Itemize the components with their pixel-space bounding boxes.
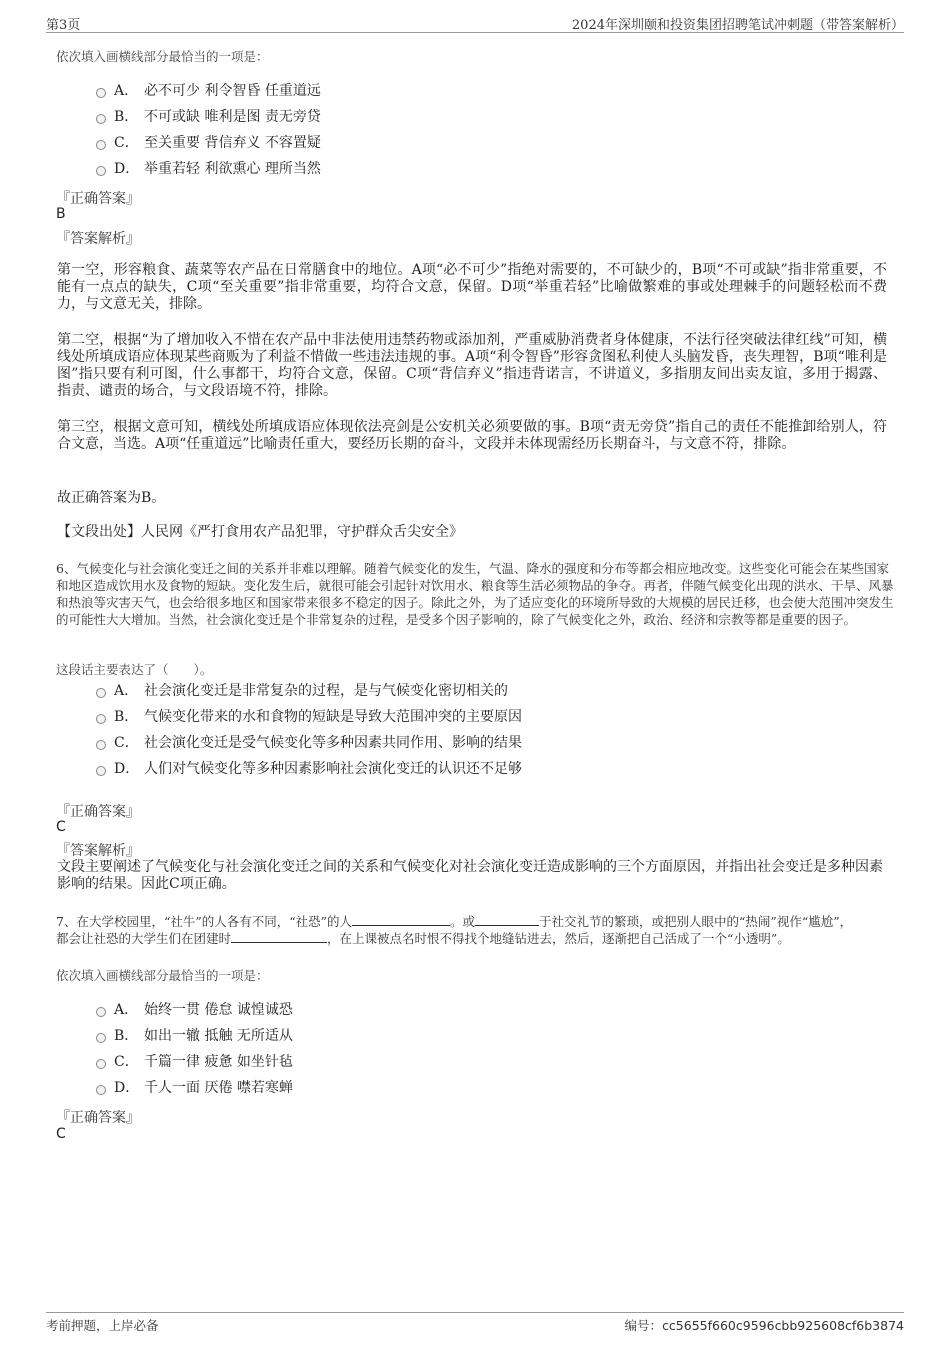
q5-option-b[interactable]: B． 不可或缺 唯利是图 责无旁贷 [96, 107, 321, 127]
q6-answer: C [56, 819, 66, 835]
q5-analysis-label: 『答案解析』 [56, 231, 140, 247]
q7-option-d[interactable]: D． 千人一面 厌倦 噤若寒蝉 [96, 1078, 293, 1098]
radio-icon[interactable] [96, 1059, 106, 1069]
q6-stem: 6、气候变化与社会演化变迁之间的关系并非难以理解。随着气候变化的发生，气温、降水的强度和分布等都会相应地改变。这些变化可能会在某些国家和地区造成饮用水及食物的短缺。变化发生后，就很可能会引起针对饮用水、粮食等生活必须物品的争夺。再者，伴随气候变化出现的洪水、干旱、风暴和热浪等灾害天气，也会给很多地区和国家带来很多不稳定的因子。除此之外，为了适应变化的环境所导致的大规模的居民迁移，也会使大范围冲突发生的可能性大大增加。当然，社会演化变迁是个非常复杂的过程，是受多个因子影响的，除了气候变化之外，政治、经济和宗教等都是重要的因子。 [56, 561, 894, 627]
q5-analysis-paragraph-2: 第二空，根据“为了增加收入不惜在农产品中非法使用违禁药物或添加剂，严重威胁消费者身体健康，不法行径突破法律红线”可知，横线处所填成语应体现某些商贩为了利益不惜做一些违法违规的事。A项“利令智昏”形容贪图私利使人头脑发昏，丧失理智，B项“唯利是图”指只要有利可图，什么事都干，均符合文意，保留。C项“背信弃义”指违背诺言，不讲道义，多指朋友间出卖友谊，多用于揭露、指责、谴责的场合，与文段语境不符，排除。 [57, 332, 887, 399]
q6-option-d[interactable]: D． 人们对气候变化等多种因素影响社会演化变迁的认识还不足够 [96, 759, 522, 779]
q5-source: 【文段出处】人民网《严打食用农产品犯罪，守护群众舌尖安全》 [57, 524, 463, 540]
radio-icon[interactable] [96, 1007, 106, 1017]
radio-icon[interactable] [96, 140, 106, 150]
q5-conclusion: 故正确答案为B。 [57, 490, 166, 506]
radio-icon[interactable] [96, 740, 106, 750]
q7-answer: C [56, 1126, 66, 1142]
radio-icon[interactable] [96, 714, 106, 724]
q7-option-b[interactable]: B． 如出一辙 抵触 无所适从 [96, 1026, 293, 1046]
radio-icon[interactable] [96, 688, 106, 698]
q6-answer-label: 『正确答案』 [56, 804, 140, 820]
page-footer [46, 1312, 904, 1333]
q5-option-a[interactable]: A． 必不可少 利令智昏 任重道远 [96, 81, 321, 101]
q5-option-d[interactable]: D． 举重若轻 利欲熏心 理所当然 [96, 159, 321, 179]
radio-icon[interactable] [96, 166, 106, 176]
page-header [46, 12, 904, 33]
q6-option-a[interactable]: A． 社会演化变迁是非常复杂的过程，是与气候变化密切相关的 [96, 681, 508, 701]
q6-option-b[interactable]: B． 气候变化带来的水和食物的短缺是导致大范围冲突的主要原因 [96, 707, 522, 727]
footer-slogan: 考前押题，上岸必备 [46, 1318, 159, 1333]
blank-1 [352, 913, 450, 926]
q5-analysis-paragraph-3: 第三空，根据文意可知，横线处所填成语应体现依法亮剑是公安机关必须要做的事。B项“责无旁贷”指自己的责任不能推卸给别人，符合文意，当选。A项“任重道远”比喻责任重大，要经历长期的奋斗，文段并未体现需经历长期奋斗，与文意不符，排除。 [57, 419, 887, 452]
q5-answer: B [56, 206, 66, 222]
radio-icon[interactable] [96, 766, 106, 776]
page-number: 第3页 [46, 18, 81, 33]
q6-question: 这段话主要表达了（ ）。 [56, 662, 213, 677]
q7-option-a[interactable]: A． 始终一贯 倦怠 诚惶诚恐 [96, 1000, 293, 1020]
radio-icon[interactable] [96, 88, 106, 98]
document-title: 2024年深圳颐和投资集团招聘笔试冲刺题（带答案解析） [571, 18, 904, 33]
q5-answer-label: 『正确答案』 [56, 191, 140, 207]
q6-analysis: 文段主要阐述了气候变化与社会演化变迁之间的关系和气候变化对社会演化变迁造成影响的三个方面原因，并指出社会变迁是多种因素影响的结果。因此C项正确。 [57, 859, 883, 892]
q7-stem: 7、在大学校园里，“社牛”的人各有不同，“社恐”的人 。或 于社交礼节的繁琐，或把别人眼中的“热闹”视作“尴尬”， 都会让社恐的大学生们在团建时 ，在上课被点名时恨不得找个地缝钻进去，然后，逐渐把自己活成了一个“小透明”。 [56, 914, 853, 946]
q6-analysis-label: 『答案解析』 [56, 843, 140, 859]
document-code: 编号：cc5655f660c9596cbb925608cf6b3874 [624, 1318, 904, 1333]
blank-3 [231, 930, 327, 943]
radio-icon[interactable] [96, 1085, 106, 1095]
q5-prompt: 依次填入画横线部分最恰当的一项是： [56, 49, 269, 64]
q5-analysis-paragraph-1: 第一空，形容粮食、蔬菜等农产品在日常膳食中的地位。A项“必不可少”指绝对需要的，不可缺少的，B项“不可或缺”指非常重要，不能有一点点的缺失，C项“至关重要”指非常重要，均符合文意，保留。D项“举重若轻”比喻做繁难的事或处理棘手的问题轻松而不费力，与文意无关，排除。 [57, 262, 887, 312]
q5-option-c[interactable]: C． 至关重要 背信弃义 不容置疑 [96, 133, 321, 153]
q7-answer-label: 『正确答案』 [56, 1110, 140, 1126]
blank-2 [475, 913, 539, 926]
radio-icon[interactable] [96, 114, 106, 124]
q7-option-c[interactable]: C． 千篇一律 疲惫 如坐针毡 [96, 1052, 293, 1072]
q7-prompt: 依次填入画横线部分最恰当的一项是： [56, 968, 269, 983]
q6-option-c[interactable]: C． 社会演化变迁是受气候变化等多种因素共同作用、影响的结果 [96, 733, 522, 753]
radio-icon[interactable] [96, 1033, 106, 1043]
